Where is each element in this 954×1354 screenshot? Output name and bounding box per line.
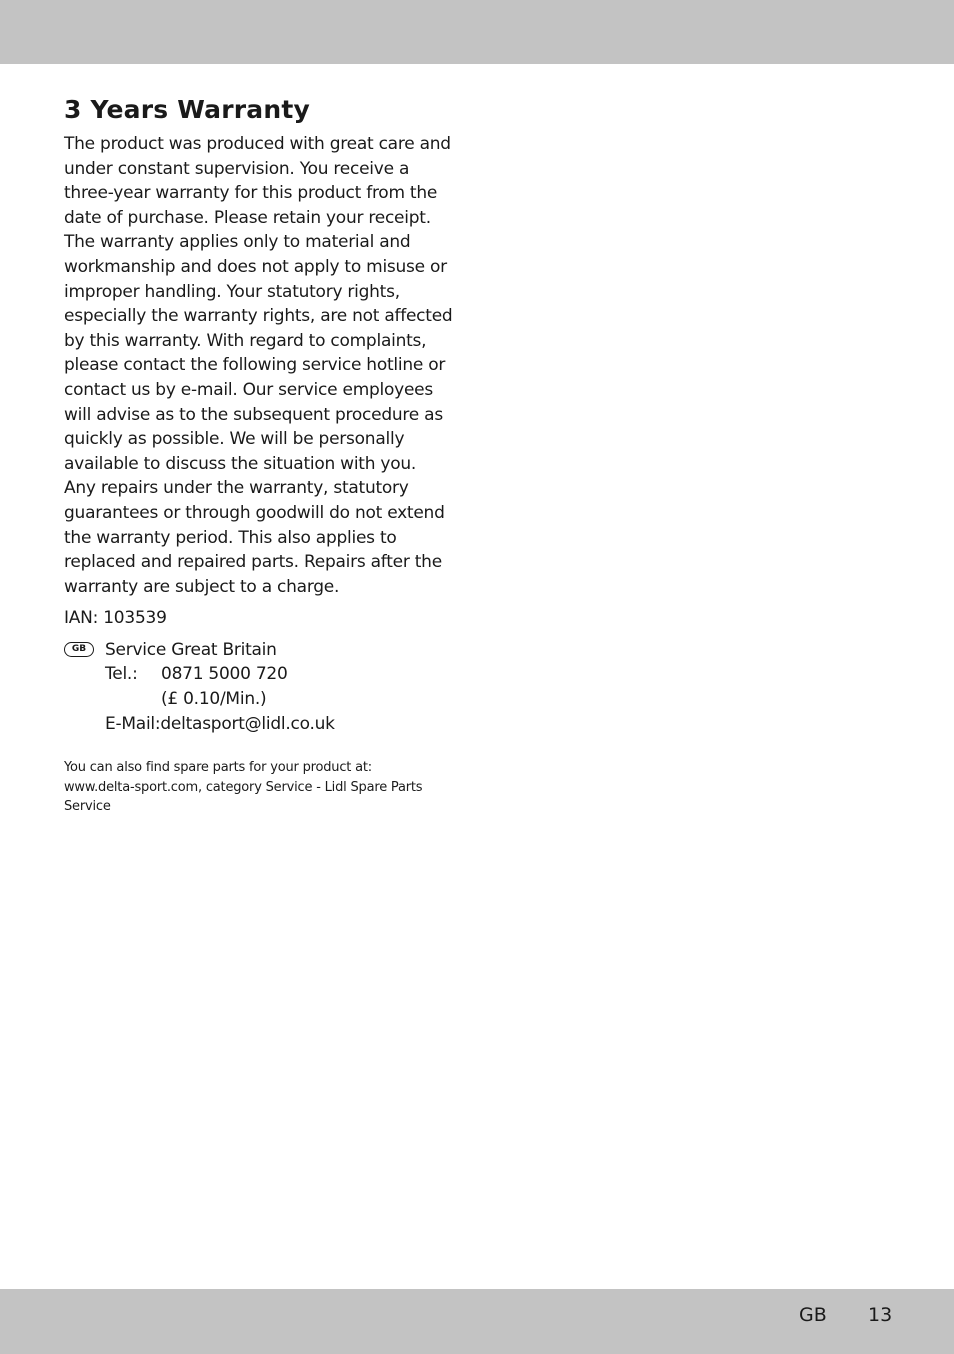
email-address: deltasport@lidl.co.uk [160, 713, 335, 734]
call-price: (£ 0.10/Min.) [161, 689, 267, 710]
spare-parts-line: You can also find spare parts for your product at: [64, 760, 372, 776]
warranty-section [64, 92, 456, 816]
service-phone [64, 662, 456, 687]
tel-number: 0871 5000 720 [161, 664, 288, 685]
spare-parts-note [64, 758, 456, 816]
service-email [64, 712, 456, 737]
page-number: 13 [868, 1304, 893, 1326]
tel-label: Tel.: [105, 664, 138, 685]
service-contact [64, 638, 456, 736]
paragraph: The product was produced with great care and under constant supervision. You receive a three-year warranty for this product from the date of purchase. Please retain your receipt. [64, 134, 451, 228]
ian-number: IAN: 103539 [64, 608, 167, 629]
paragraph: Any repairs under the warranty, statutory guarantees or through goodwill do not extend the warranty period. This also applies to replaced and repaired parts. Repairs after the warranty are subject to a charge. [64, 478, 445, 597]
header-band [0, 0, 954, 64]
footer-language: GB [799, 1304, 827, 1326]
spare-parts-line: www.delta-sport.com, category Service - Lidl Spare Parts [64, 779, 423, 795]
spare-parts-line: Service [64, 798, 111, 814]
paragraph: The warranty applies only to material and workmanship and does not apply to misuse or improper handling. Your statutory rights, especially the warranty rights, are not affected by this warranty. With regard to complaints, please contact the following service hotline or contact us by e-mail. Our service employees will advise as to the subsequent procedure as quickly as possible. We will be personally available to discuss the situation with you. [64, 232, 453, 474]
email-label: E-Mail: [105, 713, 161, 734]
service-name: Service Great Britain [105, 639, 277, 660]
warranty-text [64, 132, 456, 599]
gb-country-badge-icon: GB [64, 642, 94, 657]
page-title: 3 Years Warranty [64, 95, 310, 124]
